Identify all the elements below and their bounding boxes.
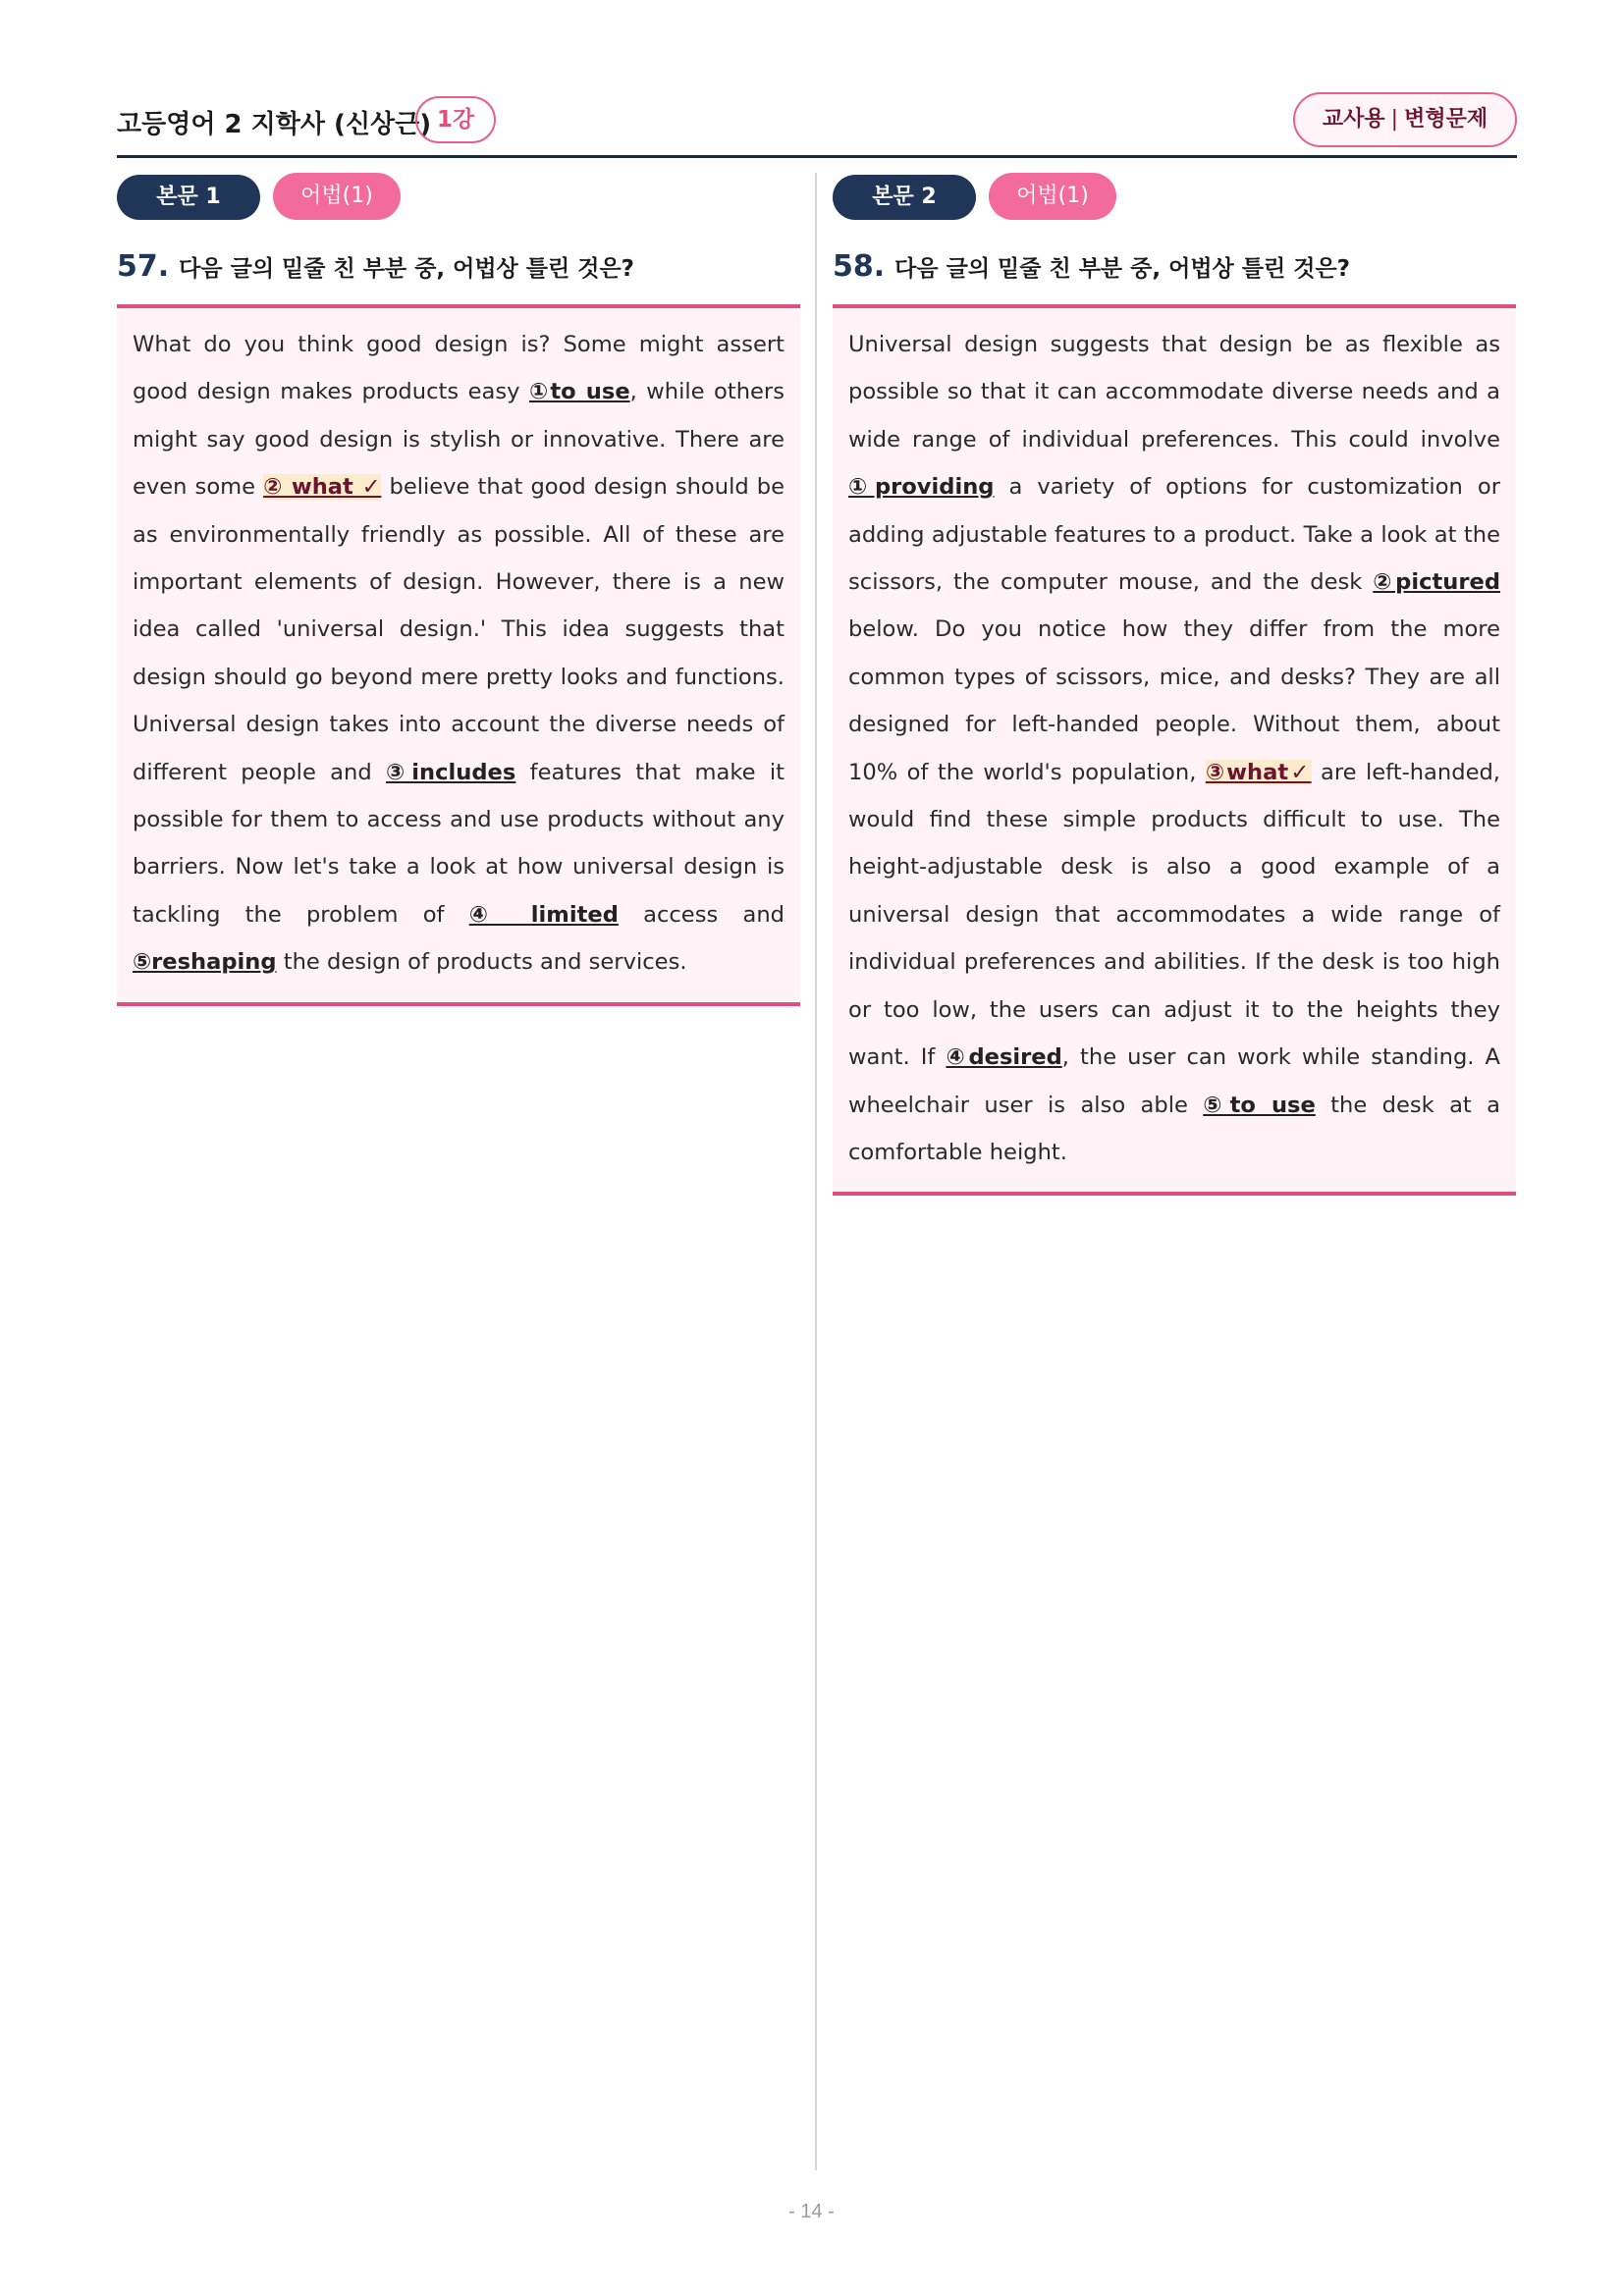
passage-text: a variety of options for customization or adding adjustable features to a product. Take a look at the scissors, the computer mouse, and the desk [848, 474, 1500, 596]
page-number: - 14 - [788, 2201, 835, 2222]
passage-text: What do you think good design is? Some might assert good design makes products easy [133, 332, 784, 405]
choice-5: ⑤reshaping [133, 949, 277, 976]
passage-box [833, 304, 1516, 1196]
audience-label: 교사용 [1322, 107, 1385, 132]
question-prompt: 다음 글의 밑줄 친 부분 중, 어법상 틀린 것은? [894, 256, 1350, 282]
passage-badge: 본문 1 [117, 175, 260, 220]
passage-box [117, 304, 800, 1006]
passage-text: , while others might say good design is stylish or innovative. There are even some [133, 379, 784, 501]
question-prompt: 다음 글의 밑줄 친 부분 중, 어법상 틀린 것은? [179, 256, 634, 282]
passage-text: the desk at a comfortable height. [848, 1092, 1500, 1165]
choice-1: ①to use [528, 379, 630, 405]
right-badges [833, 173, 1516, 220]
question-number: 57. [117, 249, 170, 284]
passage-text: access and [618, 901, 784, 928]
page-header [117, 96, 1517, 157]
category-badge: 어법(1) [273, 173, 401, 220]
question-58 [833, 249, 1516, 293]
passage-text: the design of products and services. [276, 949, 687, 976]
left-column [117, 173, 800, 1006]
question-57 [117, 249, 800, 293]
choice-2: ②pictured [1373, 569, 1500, 596]
passage-text: believe that good design should be as environmentally friendly as possible. All of these are important elements of design. However, there is a new idea called 'universal design.' This idea suggests that design should go beyond mere pretty looks and functions. Universal design takes into account the diverse needs of different people and [133, 474, 784, 785]
choice-4: ④ limited [468, 901, 619, 928]
choice-5: ⑤to use [1203, 1092, 1316, 1118]
passage-text: below. Do you notice how they differ from the more common types of scissors, mice, and desks? They are all designed for left-handed people. Without them, about 10% of the world's population, [848, 616, 1500, 785]
question-number: 58. [833, 249, 886, 284]
passage-text: , the user can work while standing. A wheelchair user is also able [848, 1044, 1500, 1118]
column-divider [815, 173, 817, 2170]
header-rule [117, 155, 1517, 158]
choice-3-answer: ③what✓ [1205, 759, 1312, 785]
passage-text: features that make it possible for them to access and use products without any barriers. Now let's take a look at how universal design is tackling the problem of [133, 759, 784, 928]
choice-2-answer: ② what ✓ [263, 474, 382, 501]
badge-separator: | [1390, 107, 1399, 132]
lesson-badge: 1강 [415, 96, 496, 143]
choice-3: ③includes [386, 759, 516, 785]
left-badges [117, 173, 800, 220]
choice-1: ①providing [848, 474, 995, 501]
category-badge: 어법(1) [989, 173, 1116, 220]
right-column [833, 173, 1516, 1196]
choice-4: ④desired [946, 1044, 1062, 1071]
passage-badge: 본문 2 [833, 175, 976, 220]
passage-text: are left-handed, would find these simple products difficult to use. The height-adjustable desk is also a good example of a universal design that accommodates a wide range of individual preferences and abilities. If the desk is too high or too low, the users can adjust it to the heights they want. If [848, 759, 1500, 1071]
passage-text: Universal design suggests that design be as flexible as possible so that it can accommodate diverse needs and a wide range of individual preferences. This could involve [848, 332, 1500, 453]
type-label: 변형문제 [1404, 107, 1488, 132]
book-title: 고등영어 2 지학사 (신상근) [117, 110, 432, 139]
edition-badge [1293, 92, 1517, 147]
